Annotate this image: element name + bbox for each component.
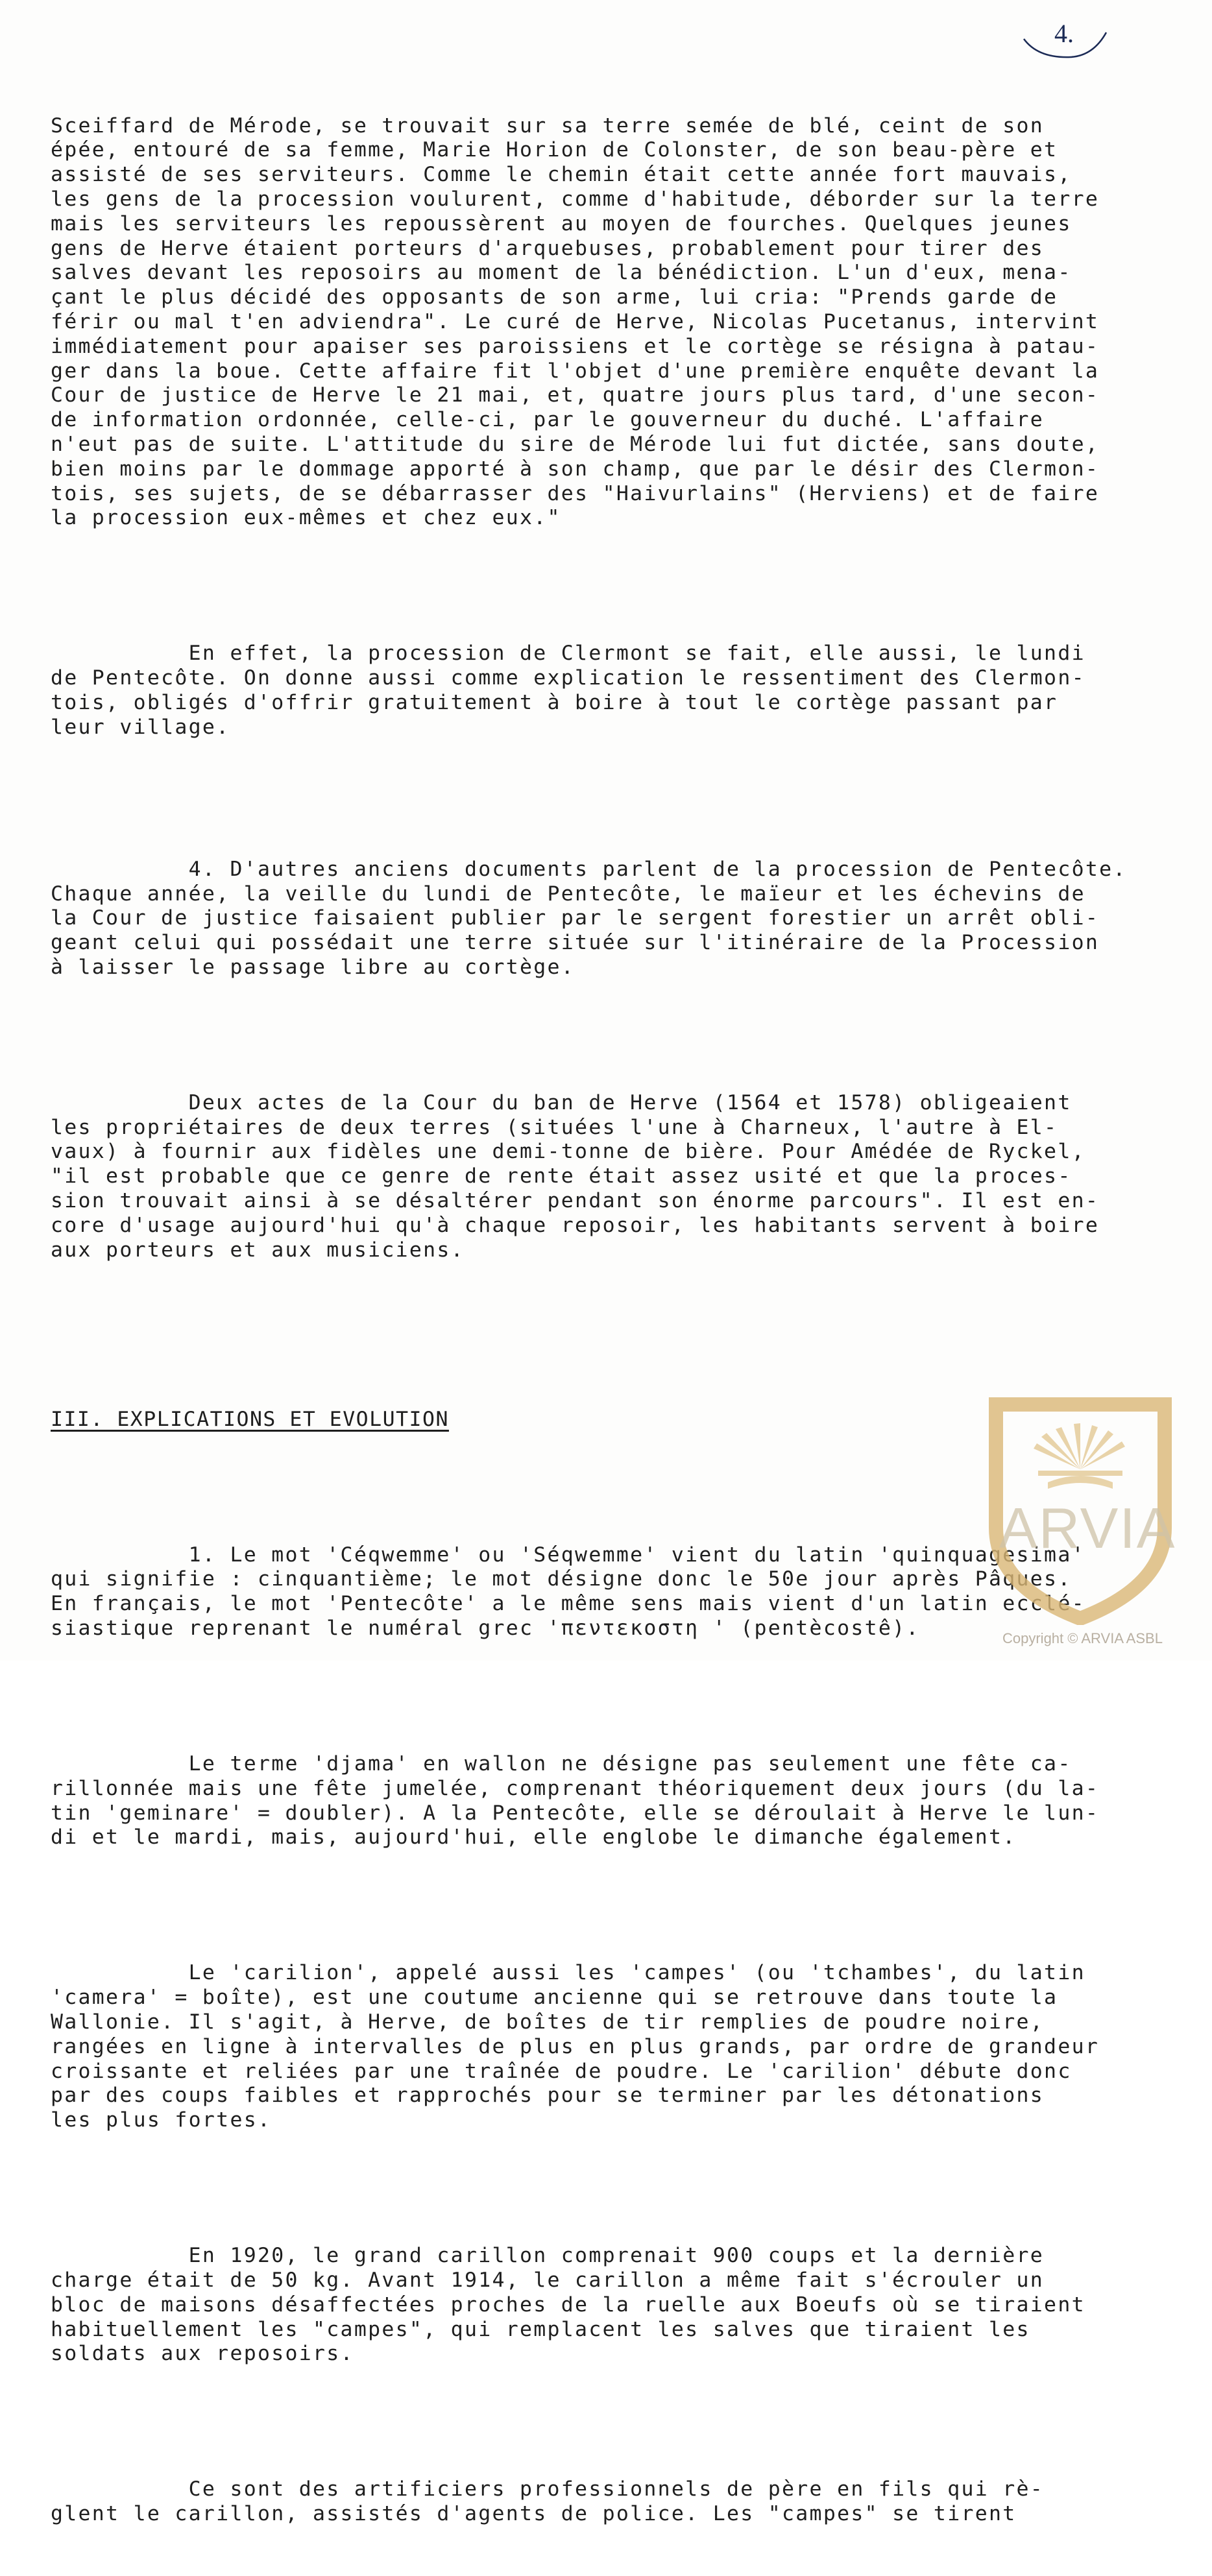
paragraph-merode-incident: Sceiffard de Mérode, se trouvait sur sa terre semée de blé, ceint de son épée, entouré de sa femme, Marie Horion de Colonster, de son beau-père et assisté de ses serviteurs. Comme le chemin était cette année fort mauvais, les gens de la procession voulurent, comme d'habitude, déborder sur la terre mais les serviteurs les repoussèrent au moyen de fourches. Quelques jeunes gens de Herve étaient porteurs d'arquebuses, probablement pour tirer des salves devant les reposoirs au moment de la bénédiction. L'un d'eux, mena- çant le plus décidé des opposants de son arme, lui cria: "Prends garde de férir ou mal t'en adviendra". Le curé de Herve, Nicolas Pucetanus, intervint immédiatement pour apaiser ses paroissiens et le cortège se résigna à patau- ger dans la boue. Cette affaire fit l'objet d'une première enquête devant la Cour de justice de Herve le 21 mai, et, quatre jours plus tard, d'une secon- de information ordonnée, celle-ci, par le gouverneur du duché. L'affaire n'eut pas de suite. L'attitude du sire de Mérode lui fut dictée, sans doute, bien moins par le dommage apporté à son champ, que par le désir des Clermon- tois, ses sujets, de se débarrasser des "Haivurlains" (Herviens) et de faire la procession eux-mêmes et chez eux." (51, 114, 1100, 530)
paragraph-beer-rent: Deux actes de la Cour du ban de Herve (1564 et 1578) obligeaient les propriétaires de deux terres (situées l'une à Charneux, l'autre à El- vaux) à fournir aux fidèles une demi-tonne de bière. Pour Amédée de Ryckel, "il est probable que ce genre de rente était assez usité et que la proces- sion trouvait ainsi à se désaltérer pendant son énorme parcours". Il est en- core d'usage aujourd'hui qu'à chaque reposoir, les habitants servent à boire aux porteurs et aux musiciens. (51, 1090, 1100, 1262)
section-heading: III. EXPLICATIONS ET EVOLUTION (51, 1407, 449, 1431)
paragraph-1920-carillon: En 1920, le grand carillon comprenait 900 coups et la dernière charge était de 50 kg. Avant 1914, le carillon a même fait s'écrouler un bloc de maisons désaffectées proches de la ruelle aux Boeufs où se tiraient habituellement les "campes", qui remplacent les salves que tiraient les soldats aux reposoirs. (51, 2244, 1085, 2366)
paragraph-ancient-documents: 4. D'autres anciens documents parlent de la procession de Pentecôte. Chaque année, la veille du lundi de Pentecôte, le maïeur et les échevins de la Cour de justice faisaient publier par le sergent forestier un arrêt obli- geant celui qui possédait une terre située sur l'itinéraire de la Procession à laisser le passage libre au cortège. (51, 857, 1127, 979)
page-number: 4. (1054, 19, 1074, 48)
paragraph-djama: Le terme 'djama' en wallon ne désigne pas seulement une fête ca- rillonnée mais une fête jumelée, comprenant théoriquement deux jours (du la- tin 'geminare' = doubler). A la Pentecôte, elle se déroulait à Herve le lun- di et le mardi, mais, aujourd'hui, elle englobe le dimanche également. (51, 1752, 1100, 1849)
paragraph-clermont-procession: En effet, la procession de Clermont se fait, elle aussi, le lundi de Pentecôte. On donne aussi comme explication le ressentiment des Clermon- tois, obligés d'offrir gratuitement à boire à tout le cortège passant par leur village. (51, 642, 1085, 739)
paragraph-artificiers: Ce sont des artificiers professionnels de père en fils qui rè- glent le carillon, assistés d'agents de police. Les "campes" se tirent (51, 2477, 1045, 2526)
page-number-area (1019, 18, 1116, 64)
arvia-logo-text: ARVIA (999, 1496, 1176, 1560)
body-text (51, 65, 1180, 2576)
paragraph-carilion: Le 'carilion', appelé aussi les 'campes' (ou 'tchambes', du latin 'camera' = boîte), est une coutume ancienne qui se retrouve dans toute la Wallonie. Il s'agit, à Herve, de boîtes de tir remplies de poudre noire, rangées en ligne à intervalles de plus en plus grands, par ordre de grandeur croissante et reliées par une traînée de poudre. Le 'carilion' débute donc par des coups faibles et rapprochés pour se terminer par les détonations les plus fortes. (51, 1961, 1100, 2132)
copyright-notice: Copyright © ARVIA ASBL (1002, 1630, 1163, 1646)
paragraph-word-origin: 1. Le mot 'Céqwemme' ou 'Séqwemme' vient du latin 'quinquagesima' qui signifie : cinquantième; le mot désigne donc le 50e jour après Pâques. En français, le mot 'Pentecôte' a le même sens mais vient d'un latin ecclé- siastique reprenant le numéral grec 'πεντεκοστη ' (pentècostê). (51, 1543, 1085, 1641)
